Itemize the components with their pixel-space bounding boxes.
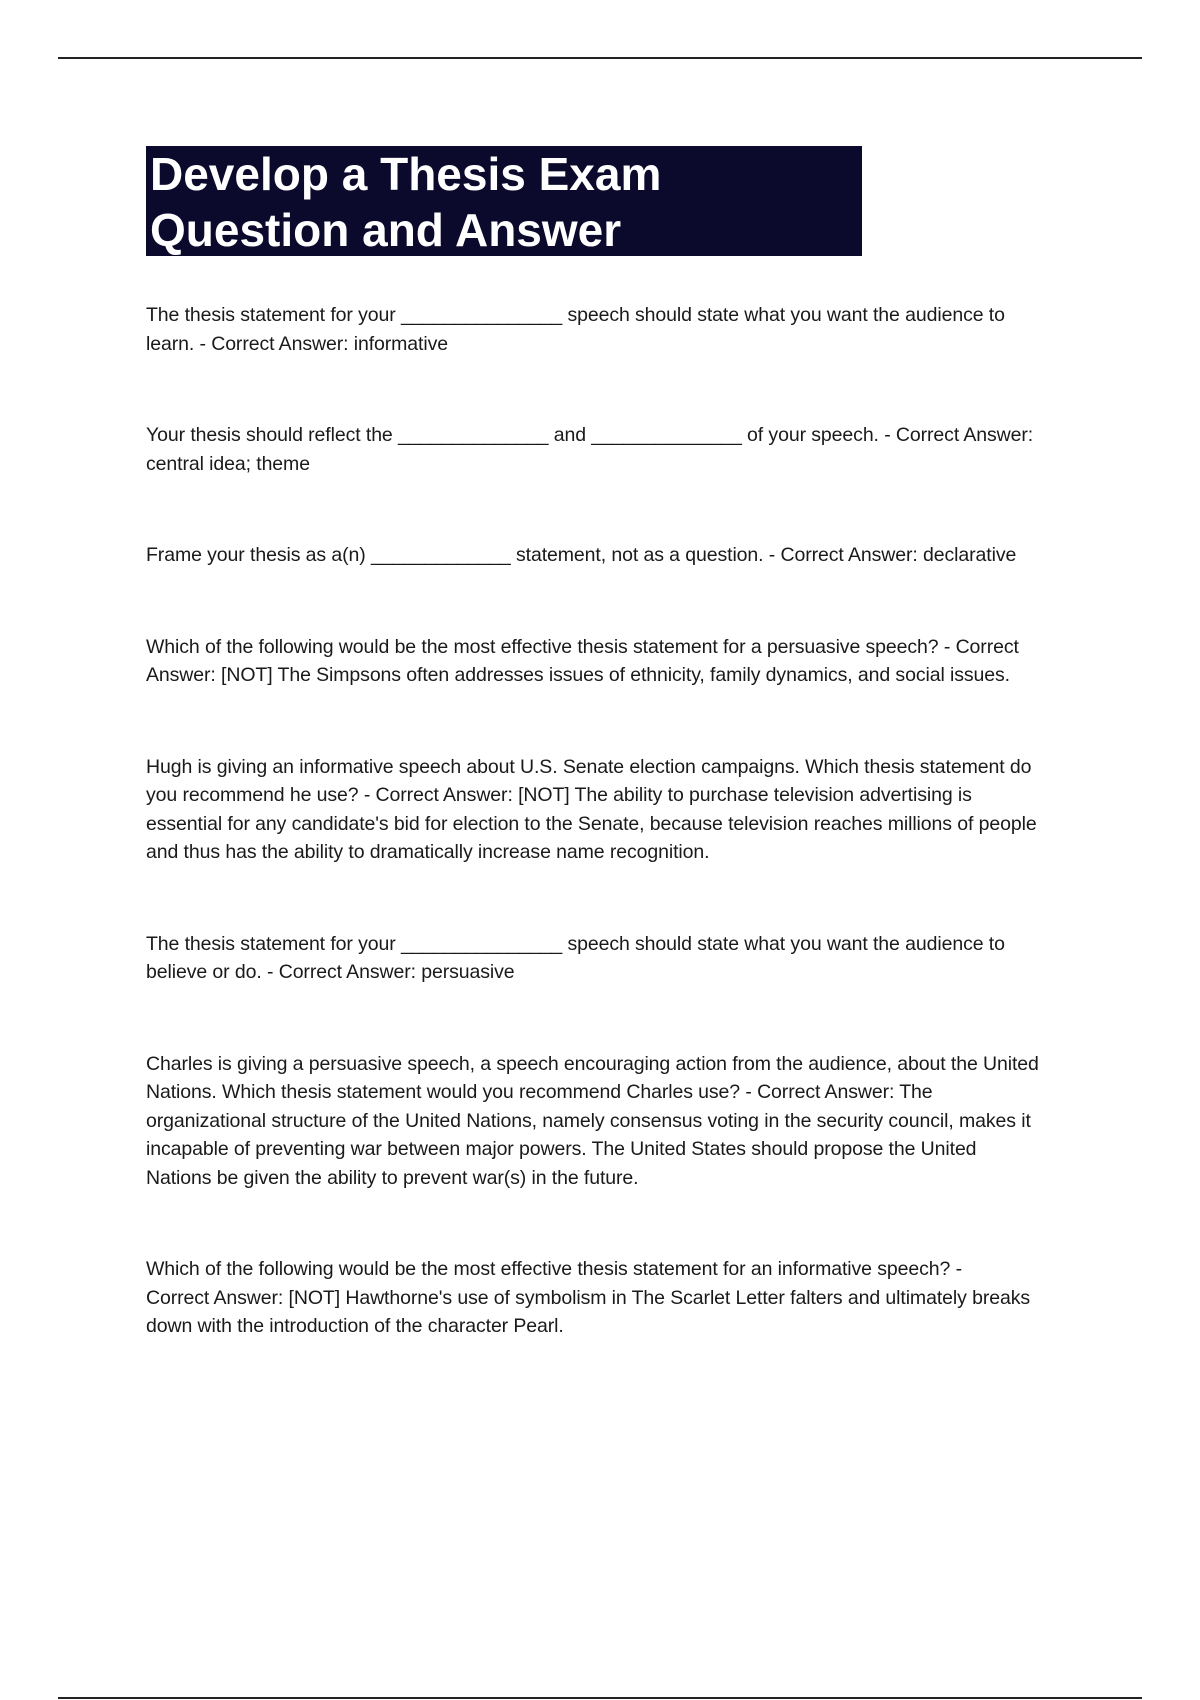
qa-text-line: The thesis statement for your _______________ speech should state what you want the audience to [146, 932, 1005, 955]
qa-item [146, 421, 1091, 478]
qa-text-line: Nations be given the ability to prevent war(s) in the future. [146, 1166, 639, 1189]
qa-text-line: incapable of preventing war between major powers. The United States should propose the United [146, 1138, 977, 1160]
qa-text-line: learn. - Correct Answer: informative [146, 332, 449, 355]
qa-text-line: Answer: [NOT] The Simpsons often addresses issues of ethnicity, family dynamics, and social issues. [146, 664, 1010, 686]
qa-text-line: Your thesis should reflect the ______________ and ______________ of your speech. - Correct Answer: [146, 424, 1034, 446]
question-answer-list [146, 301, 1091, 1404]
qa-text-line: Nations. Which thesis statement would you recommend Charles use? - Correct Answer: The [146, 1081, 933, 1103]
qa-text-line: you recommend he use? - Correct Answer: [NOT] The ability to purchase television advertising is [146, 784, 972, 806]
qa-text-line: central idea; theme [146, 452, 310, 475]
document-title-banner [146, 146, 862, 256]
qa-item [146, 930, 1091, 987]
footer-rule [58, 1697, 1142, 1699]
qa-item [146, 541, 1091, 570]
document-title-line-2: Question and Answer [150, 204, 622, 256]
qa-text-line: Charles is giving a persuasive speech, a speech encouraging action from the audience, about the United [146, 1052, 1039, 1075]
qa-item [146, 301, 1091, 358]
qa-item [146, 1255, 1091, 1341]
qa-text-line: Which of the following would be the most effective thesis statement for a persuasive speech? - Correct [146, 635, 1019, 658]
qa-text-line: The thesis statement for your _______________ speech should state what you want the audience to [146, 304, 1005, 326]
qa-text-line: Frame your thesis as a(n) _____________ statement, not as a question. - Correct Answer: declarative [146, 544, 1017, 566]
qa-text-line: down with the introduction of the character Pearl. [146, 1315, 564, 1337]
qa-text-line: organizational structure of the United Nations, namely consensus voting in the security council, makes it [146, 1109, 1031, 1132]
qa-item [146, 1050, 1091, 1193]
document-title-line-1: Develop a Thesis Exam [150, 148, 662, 200]
qa-item [146, 753, 1091, 867]
qa-text-line: Correct Answer: [NOT] Hawthorne's use of symbolism in The Scarlet Letter falters and ultimately breaks [146, 1286, 1031, 1309]
qa-text-line: believe or do. - Correct Answer: persuasive [146, 961, 515, 983]
header-rule [58, 57, 1142, 59]
qa-text-line: Hugh is giving an informative speech about U.S. Senate election campaigns. Which thesis statement do [146, 755, 1032, 778]
qa-text-line: essential for any candidate's bid for election to the Senate, because television reaches millions of people [146, 812, 1037, 835]
qa-item [146, 633, 1091, 690]
qa-text-line: and thus has the ability to dramatically increase name recognition. [146, 841, 710, 863]
qa-text-line: Which of the following would be the most effective thesis statement for an informative speech? - [146, 1258, 962, 1280]
